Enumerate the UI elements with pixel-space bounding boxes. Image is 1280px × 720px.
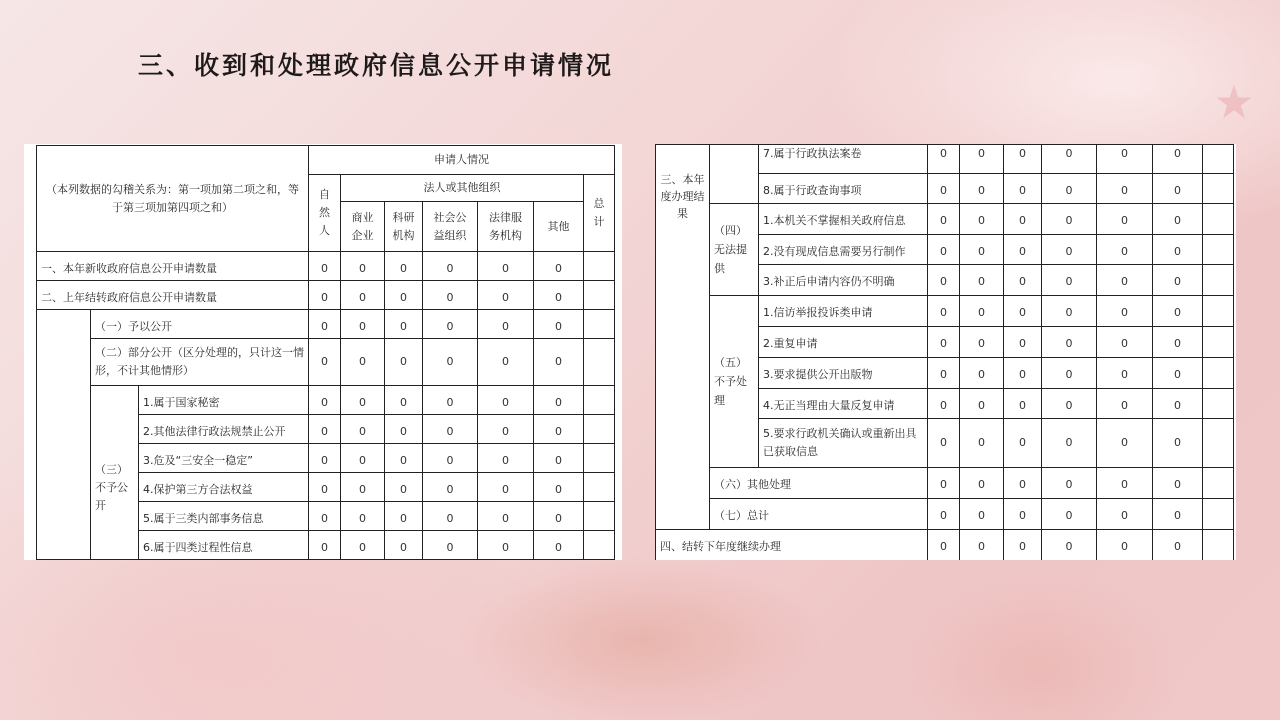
cell-value: 0 — [928, 204, 960, 235]
cell-value: 0 — [960, 265, 1004, 296]
cell-value: 0 — [1097, 265, 1153, 296]
cell-value: 0 — [341, 252, 385, 281]
cell-value: 0 — [1097, 358, 1153, 389]
group-blank-cell — [710, 145, 759, 204]
cell-value: 0 — [478, 415, 534, 444]
cell-value: 0 — [309, 386, 341, 415]
cell-value: 0 — [385, 502, 423, 531]
cell-total — [584, 386, 615, 415]
table-row — [656, 204, 1234, 235]
cell-value: 0 — [1042, 419, 1097, 468]
cell-value: 0 — [478, 339, 534, 386]
row-label: 6.属于四类过程性信息 — [139, 531, 309, 560]
cell-value: 0 — [1153, 468, 1203, 499]
cell-value: 0 — [960, 468, 1004, 499]
cell-value: 0 — [960, 389, 1004, 419]
cell-value: 0 — [1097, 296, 1153, 327]
cell-value: 0 — [309, 252, 341, 281]
cell-value: 0 — [928, 499, 960, 530]
table-row — [656, 499, 1234, 530]
cell-total — [1203, 327, 1234, 358]
cell-value: 0 — [341, 531, 385, 560]
cell-value: 0 — [1097, 419, 1153, 468]
cell-value: 0 — [423, 386, 478, 415]
cell-value: 0 — [1004, 265, 1042, 296]
cell-value: 0 — [385, 281, 423, 310]
row-label: 1.信访举报投诉类申请 — [759, 296, 928, 327]
cell-total — [1203, 145, 1234, 174]
cell-value: 0 — [1042, 204, 1097, 235]
cell-total — [1203, 499, 1234, 530]
cell-total — [1203, 174, 1234, 204]
cell-value: 0 — [1042, 530, 1097, 561]
cell-value: 0 — [385, 473, 423, 502]
cell-value: 0 — [928, 530, 960, 561]
cell-total — [1203, 468, 1234, 499]
row-label: 3.补正后申请内容仍不明确 — [759, 265, 928, 296]
cell-value: 0 — [423, 252, 478, 281]
cell-value: 0 — [1004, 235, 1042, 265]
table-row — [37, 252, 615, 281]
cell-value: 0 — [341, 415, 385, 444]
cell-value: 0 — [960, 204, 1004, 235]
table-row — [656, 145, 1234, 174]
cell-value: 0 — [385, 252, 423, 281]
cell-total — [584, 310, 615, 339]
row-label: 四、结转下年度继续办理 — [656, 530, 928, 561]
cell-value: 0 — [960, 174, 1004, 204]
row-label: 2.重复申请 — [759, 327, 928, 358]
cell-value: 0 — [928, 145, 960, 174]
cell-value: 0 — [534, 310, 584, 339]
cell-value: 0 — [960, 499, 1004, 530]
cell-value: 0 — [1004, 204, 1042, 235]
cell-value: 0 — [1004, 145, 1042, 174]
cell-value: 0 — [1153, 389, 1203, 419]
cell-total — [1203, 419, 1234, 468]
cell-value: 0 — [341, 473, 385, 502]
cell-value: 0 — [928, 235, 960, 265]
cell-value: 0 — [960, 358, 1004, 389]
cell-value: 0 — [960, 419, 1004, 468]
cell-value: 0 — [1004, 530, 1042, 561]
cell-value: 0 — [309, 444, 341, 473]
cell-value: 0 — [1004, 358, 1042, 389]
cell-value: 0 — [1153, 174, 1203, 204]
cell-value: 0 — [423, 339, 478, 386]
header-legal-group: 法人或其他组织 — [341, 175, 584, 202]
row-label: 1.属于国家秘密 — [139, 386, 309, 415]
cell-value: 0 — [341, 444, 385, 473]
cell-value: 0 — [1004, 327, 1042, 358]
cell-value: 0 — [1097, 145, 1153, 174]
cell-value: 0 — [423, 473, 478, 502]
cell-value: 0 — [534, 339, 584, 386]
cell-value: 0 — [385, 310, 423, 339]
cell-value: 0 — [309, 473, 341, 502]
cell-value: 0 — [928, 296, 960, 327]
cell-value: 0 — [928, 174, 960, 204]
cell-value: 0 — [960, 235, 1004, 265]
cell-value: 0 — [309, 339, 341, 386]
cell-value: 0 — [309, 502, 341, 531]
section-blank-cell — [37, 310, 91, 560]
cell-value: 0 — [534, 386, 584, 415]
cell-value: 0 — [385, 415, 423, 444]
cell-value: 0 — [1042, 358, 1097, 389]
cell-value: 0 — [1004, 499, 1042, 530]
cell-value: 0 — [478, 473, 534, 502]
cell-total — [584, 281, 615, 310]
cell-value: 0 — [341, 502, 385, 531]
cell-total — [1203, 296, 1234, 327]
row-label: 二、上年结转政府信息公开申请数量 — [37, 281, 309, 310]
cell-value: 0 — [309, 281, 341, 310]
cell-value: 0 — [1097, 174, 1153, 204]
cell-value: 0 — [960, 145, 1004, 174]
cell-value: 0 — [1042, 499, 1097, 530]
cell-value: 0 — [478, 310, 534, 339]
row-label: 5.要求行政机关确认或重新出具已获取信息 — [759, 419, 928, 468]
cell-value: 0 — [341, 339, 385, 386]
cell-value: 0 — [928, 389, 960, 419]
cell-value: 0 — [1153, 235, 1203, 265]
row-label: 3.危及“三安全一稳定” — [139, 444, 309, 473]
cell-value: 0 — [1042, 145, 1097, 174]
cell-value: 0 — [534, 531, 584, 560]
cell-value: 0 — [385, 386, 423, 415]
cell-total — [1203, 265, 1234, 296]
header-business: 商业企业 — [341, 202, 385, 252]
cell-value: 0 — [1153, 265, 1203, 296]
cell-value: 0 — [478, 252, 534, 281]
cell-value: 0 — [1097, 235, 1153, 265]
header-total: 总计 — [584, 175, 615, 252]
cell-value: 0 — [1153, 327, 1203, 358]
group-label-not-processed: （五）不予处理 — [710, 296, 759, 468]
cell-value: 0 — [534, 415, 584, 444]
cell-total — [1203, 389, 1234, 419]
cell-value: 0 — [1153, 204, 1203, 235]
row-label: （七）总计 — [710, 499, 928, 530]
cell-value: 0 — [960, 296, 1004, 327]
cell-value: 0 — [478, 531, 534, 560]
group-label-cannot-provide: （四）无法提供 — [710, 204, 759, 296]
header-research: 科研机构 — [385, 202, 423, 252]
row-label: 4.无正当理由大量反复申请 — [759, 389, 928, 419]
cell-value: 0 — [341, 281, 385, 310]
cell-value: 0 — [1004, 389, 1042, 419]
cell-total — [584, 339, 615, 386]
cell-value: 0 — [423, 531, 478, 560]
cell-value: 0 — [534, 281, 584, 310]
cell-value: 0 — [1042, 235, 1097, 265]
cell-value: 0 — [423, 310, 478, 339]
cell-value: 0 — [1042, 389, 1097, 419]
statistics-table-right — [655, 144, 1234, 560]
row-label: 3.要求提供公开出版物 — [759, 358, 928, 389]
section-label-results: 三、本年度办理结果 — [656, 145, 710, 530]
cell-total — [1203, 204, 1234, 235]
header-legal-service: 法律服务机构 — [478, 202, 534, 252]
cell-value: 0 — [1153, 145, 1203, 174]
cell-value: 0 — [1153, 530, 1203, 561]
table-row — [37, 281, 615, 310]
cell-value: 0 — [385, 531, 423, 560]
cell-value: 0 — [341, 310, 385, 339]
table-row — [37, 339, 615, 386]
cell-value: 0 — [309, 310, 341, 339]
cell-value: 0 — [1004, 296, 1042, 327]
table-row — [656, 468, 1234, 499]
cell-value: 0 — [1097, 499, 1153, 530]
header-note: （本列数据的勾稽关系为：第一项加第二项之和，等于第三项加第四项之和） — [37, 146, 309, 252]
cell-value: 0 — [928, 265, 960, 296]
cell-value: 0 — [1097, 530, 1153, 561]
cell-value: 0 — [1153, 358, 1203, 389]
cell-value: 0 — [423, 415, 478, 444]
row-label: （一）予以公开 — [91, 310, 309, 339]
cell-value: 0 — [1097, 389, 1153, 419]
cell-value: 0 — [1153, 296, 1203, 327]
table-row — [656, 296, 1234, 327]
cell-value: 0 — [1042, 468, 1097, 499]
row-label: 一、本年新收政府信息公开申请数量 — [37, 252, 309, 281]
cell-total — [1203, 530, 1234, 561]
cell-total — [1203, 358, 1234, 389]
table-row — [37, 310, 615, 339]
row-label: 4.保护第三方合法权益 — [139, 473, 309, 502]
header-public-welfare: 社会公益组织 — [423, 202, 478, 252]
header-applicant-group: 申请人情况 — [309, 146, 615, 175]
cell-value: 0 — [928, 327, 960, 358]
cell-value: 0 — [1153, 419, 1203, 468]
star-decoration-icon: ★ — [1213, 75, 1255, 129]
cell-value: 0 — [534, 444, 584, 473]
cell-value: 0 — [1097, 327, 1153, 358]
row-label: 2.没有现成信息需要另行制作 — [759, 235, 928, 265]
cell-total — [584, 415, 615, 444]
cell-value: 0 — [423, 281, 478, 310]
cell-value: 0 — [478, 444, 534, 473]
cell-value: 0 — [534, 473, 584, 502]
cell-value: 0 — [1004, 419, 1042, 468]
cell-value: 0 — [534, 252, 584, 281]
cell-value: 0 — [385, 444, 423, 473]
row-label: 8.属于行政查询事项 — [759, 174, 928, 204]
cell-value: 0 — [1153, 499, 1203, 530]
row-label: 2.其他法律行政法规禁止公开 — [139, 415, 309, 444]
cell-value: 0 — [423, 444, 478, 473]
row-label: 1.本机关不掌握相关政府信息 — [759, 204, 928, 235]
cell-value: 0 — [423, 502, 478, 531]
cell-value: 0 — [1004, 174, 1042, 204]
header-other: 其他 — [534, 202, 584, 252]
cell-value: 0 — [478, 502, 534, 531]
cell-value: 0 — [1042, 265, 1097, 296]
cell-value: 0 — [1097, 204, 1153, 235]
row-label: （六）其他处理 — [710, 468, 928, 499]
cell-value: 0 — [1042, 296, 1097, 327]
cell-value: 0 — [928, 358, 960, 389]
cell-value: 0 — [309, 415, 341, 444]
right-table-panel — [655, 144, 1236, 560]
table-row — [656, 530, 1234, 561]
header-natural-person: 自然人 — [309, 175, 341, 252]
cell-total — [584, 252, 615, 281]
table-row — [37, 386, 615, 415]
cell-value: 0 — [1042, 327, 1097, 358]
statistics-table-left — [36, 145, 615, 560]
cell-value: 0 — [928, 468, 960, 499]
left-table-panel — [24, 144, 622, 560]
cell-value: 0 — [309, 531, 341, 560]
cell-value: 0 — [928, 419, 960, 468]
cell-value: 0 — [478, 386, 534, 415]
row-label: 7.属于行政执法案卷 — [759, 145, 928, 174]
cell-value: 0 — [960, 327, 1004, 358]
page-title: 三、收到和处理政府信息公开申请情况 — [138, 51, 615, 80]
cell-total — [584, 531, 615, 560]
cell-value: 0 — [534, 502, 584, 531]
cell-total — [584, 473, 615, 502]
row-label: （二）部分公开（区分处理的，只计这一情形，不计其他情形） — [91, 339, 309, 386]
group-label-not-disclosed: （三）不予公开 — [91, 386, 139, 560]
cell-total — [1203, 235, 1234, 265]
row-label: 5.属于三类内部事务信息 — [139, 502, 309, 531]
cell-value: 0 — [1004, 468, 1042, 499]
cell-value: 0 — [478, 281, 534, 310]
cell-total — [584, 502, 615, 531]
cell-value: 0 — [960, 530, 1004, 561]
cell-value: 0 — [1097, 468, 1153, 499]
cell-total — [584, 444, 615, 473]
cell-value: 0 — [385, 339, 423, 386]
cell-value: 0 — [341, 386, 385, 415]
cell-value: 0 — [1042, 174, 1097, 204]
